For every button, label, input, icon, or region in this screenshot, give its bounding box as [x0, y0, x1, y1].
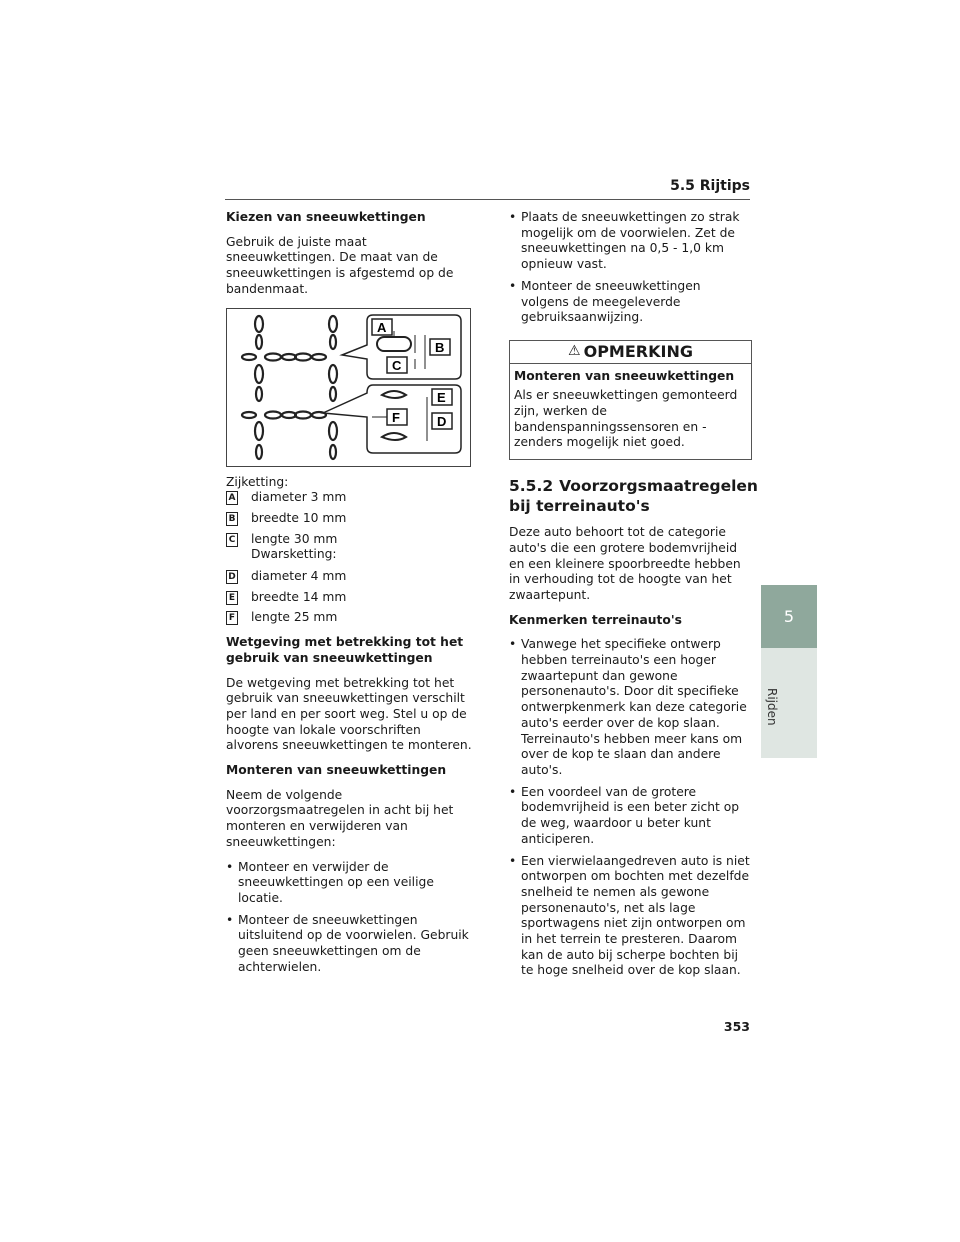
note-subtitle: Monteren van sneeuwkettingen	[514, 368, 735, 383]
spec-letter: B	[226, 512, 238, 526]
paragraph-wetgeving: De wetgeving met betrekking tot het gebruik van sneeuwkettingen verschilt per land en per soort weg. Stel u op de hoogte van lokale voorschriften alvorens sneeuwkettingen te monteren.	[226, 675, 472, 753]
spec-letter: F	[226, 611, 238, 625]
figure-label-b: B	[435, 339, 445, 355]
list-item: • Vanwege het specifieke ontwerp hebben terreinauto's een hoger zwaartepunt dan gewone personenauto's. Door dit specifieke ontwerpkenmerk kan deze categorie auto's eerder over de kop slaan. Terreinauto's hebben meer kans om over de kop te slaan dan andere auto's.	[509, 637, 747, 777]
list-item: • Monteer en verwijder de sneeuwkettingen op een veilige locatie.	[226, 859, 434, 905]
heading-wetgeving: Wetgeving met betrekking tot het gebruik van sneeuwkettingen	[226, 635, 464, 665]
chapter-tab[interactable]: 5	[761, 585, 817, 648]
header-divider	[225, 199, 750, 200]
right-column	[509, 210, 758, 985]
list-item-text: Monteer en verwijder de sneeuwkettingen op een veilige locatie.	[238, 859, 434, 905]
list-item: • Een vierwielaangedreven auto is niet ontworpen om bochten met dezelfde snelheid te nemen als gewone personenauto's, net als lage sportwagens niet zijn ontworpen om in het terrein te presteren. Daarom kan de auto bij scherpe bochten bij te hoge snelheid over de kop slaan.	[509, 853, 750, 978]
snow-chain-figure	[226, 308, 471, 467]
list-item: • Monteer de sneeuwkettingen volgens de meegeleverde gebruiksaanwijzing.	[509, 278, 701, 325]
spec-item	[226, 532, 474, 548]
spec-text: diameter 3 mm	[251, 490, 347, 505]
list-item-text: Plaats de sneeuwkettingen zo strak mogelijk om de voorwielen. Zet de sneeuwkettingen na 0,5 - 1,0 km opnieuw vast.	[521, 210, 740, 272]
left-column	[226, 210, 474, 982]
list-item-text: Vanwege het specifieke ontwerp hebben terreinauto's een hoger zwaartepunt dan gewone personenauto's. Door dit specifieke ontwerpkenmerk kan deze categorie auto's eerder over de kop slaan. Terreinauto's hebben meer kans om over de kop te slaan dan andere auto's.	[521, 637, 747, 777]
list-item: • Een voordeel van de grotere bodemvrijheid is een beter zicht op de weg, waardoor u beter kunt anticiperen.	[509, 784, 740, 846]
spec-text: diameter 4 mm	[251, 569, 347, 584]
note-text: Als er sneeuwkettingen gemonteerd zijn, werken de bandenspanningssensoren en -zenders mogelijk niet goed.	[514, 388, 738, 450]
spec-letter: A	[226, 491, 238, 505]
warning-icon: ⚠	[568, 342, 581, 359]
spec-text: breedte 10 mm	[251, 510, 347, 525]
section-header: 5.5 Rijtips	[670, 178, 750, 194]
heading-monteren: Monteren van sneeuwkettingen	[226, 763, 447, 778]
paragraph-monteren: Neem de volgende voorzorgsmaatregelen in acht bij het monteren en verwijderen van sneeuwkettingen:	[226, 787, 454, 849]
spec-item	[226, 511, 474, 527]
section-title	[509, 476, 758, 516]
heading-kiezen: Kiezen van sneeuwkettingen	[226, 210, 426, 224]
spec-letter: E	[226, 591, 238, 605]
spec-letter: C	[226, 533, 238, 547]
list-item: • Monteer de sneeuwkettingen uitsluitend op de voorwielen. Gebruik geen sneeuwkettingen om de achterwielen.	[226, 912, 469, 974]
spec-text: lengte 30 mm	[251, 531, 338, 546]
spec-item	[226, 590, 474, 606]
spec-text: lengte 25 mm	[251, 610, 338, 625]
figure-label-f: F	[392, 409, 400, 425]
spec-item	[226, 610, 474, 626]
list-item-text: Monteer de sneeuwkettingen uitsluitend op de voorwielen. Gebruik geen sneeuwkettingen om de achterwielen.	[238, 912, 469, 974]
left-bullet-list	[226, 860, 474, 976]
note-box	[509, 340, 752, 460]
snow-chain-illustration	[227, 309, 470, 466]
figure-label-a: A	[377, 319, 387, 335]
list-item-text: Een voordeel van de grotere bodemvrijheid is een beter zicht op de weg, waardoor u beter kunt anticiperen.	[521, 784, 740, 846]
list-item: • Plaats de sneeuwkettingen zo strak mogelijk om de voorwielen. Zet de sneeuwkettingen na 0,5 - 1,0 km opnieuw vast.	[509, 210, 740, 272]
section-number: 5.5.2	[509, 477, 554, 496]
note-header	[510, 341, 751, 364]
zijketting-title: Zijketting:	[226, 474, 289, 489]
figure-label-c: C	[392, 357, 402, 373]
section-title-text: Voorzorgsmaatregelen bij terreinauto's	[509, 477, 758, 516]
note-title: OPMERKING	[583, 341, 693, 361]
right-bullet-list	[509, 637, 751, 979]
heading-kenmerken: Kenmerken terreinauto's	[509, 612, 682, 627]
page-number: 353	[723, 1019, 750, 1034]
note-body	[510, 364, 751, 460]
list-item-text: Monteer de sneeuwkettingen volgens de meegeleverde gebruiksaanwijzing.	[521, 278, 701, 325]
paragraph-terreinauto: Deze auto behoort tot de categorie auto's die een grotere bodemvrijheid en een kleinere spoorbreedte hebben in verhouding tot de hoogte van het zwaartepunt.	[509, 525, 741, 602]
figure-label-e: E	[437, 389, 446, 405]
spec-letter: D	[226, 570, 238, 584]
dwarsketting-title: Dwarsketting:	[251, 547, 337, 562]
spec-item	[226, 490, 474, 506]
right-top-bullet-list	[509, 210, 751, 326]
chapter-label	[763, 688, 783, 748]
list-item-text: Een vierwielaangedreven auto is niet ontworpen om bochten met dezelfde snelheid te nemen als gewone personenauto's, net als lage sportwagens niet zijn ontworpen om in het terrein te presteren. Daarom kan de auto bij scherpe bochten bij te hoge snelheid over de kop slaan.	[521, 853, 750, 978]
chapter-label-text: Rijden	[765, 688, 779, 726]
spec-text: breedte 14 mm	[251, 589, 347, 604]
paragraph-kiezen: Gebruik de juiste maat sneeuwkettingen. De maat van de sneeuwkettingen is afgestemd op de bandenmaat.	[226, 234, 454, 296]
spec-item	[226, 569, 474, 585]
figure-label-d: D	[437, 413, 447, 429]
